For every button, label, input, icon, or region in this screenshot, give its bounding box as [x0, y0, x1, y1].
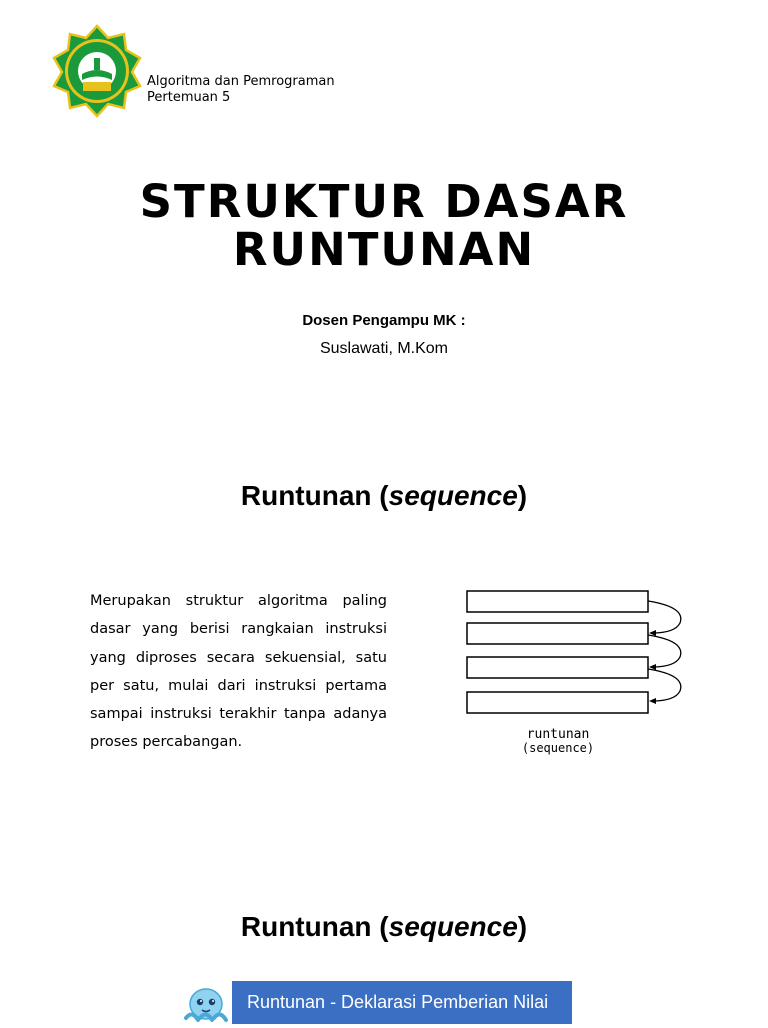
banner-text: Runtunan - Deklarasi Pemberian Nilai — [247, 992, 549, 1012]
instruction-box — [467, 623, 648, 644]
flow-arrow — [648, 601, 681, 633]
course-info — [147, 74, 335, 106]
section-title-italic: sequence — [388, 911, 518, 942]
sequence-description: Merupakan struktur algoritma paling dasar yang berisi rangkaian instruksi yang diproses secara sekuensial, satu per satu, mulai dari instruksi pertama sampai instruksi terakhir tanpa adanya proses percabangan. — [90, 593, 387, 751]
section-title-close: ) — [517, 480, 528, 511]
diagram-boxes — [467, 591, 648, 713]
flow-arrow — [648, 635, 681, 667]
section-title-sequence-2 — [0, 911, 768, 943]
university-logo — [50, 24, 144, 118]
diagram-caption-line2: (sequence) — [521, 741, 595, 755]
octopus-icon — [176, 980, 238, 1024]
section-title-italic: sequence — [388, 480, 518, 511]
lecturer-label: Dosen Pengampu MK : — [302, 312, 466, 329]
course-name: Algoritma dan Pemrograman — [147, 74, 335, 89]
main-title-line1: STRUKTUR DASAR — [139, 175, 629, 228]
lecturer-name: Suslawati, M.Kom — [319, 340, 449, 357]
section-title-close: ) — [517, 911, 528, 942]
flow-arrows — [648, 601, 681, 701]
main-title — [0, 175, 768, 276]
instruction-box — [467, 692, 648, 713]
section-title-text: Runtunan ( — [240, 911, 389, 942]
topic-banner — [232, 981, 572, 1024]
flow-arrow — [648, 669, 681, 701]
instruction-box — [467, 657, 648, 678]
sequence-diagram — [458, 585, 698, 760]
main-title-line2: RUNTUNAN — [232, 223, 536, 276]
section-title-text: Runtunan ( — [240, 480, 389, 511]
diagram-caption-line1: runtunan — [526, 727, 590, 742]
section-title-sequence — [0, 480, 768, 512]
instruction-box — [467, 591, 648, 612]
meeting-number: Pertemuan 5 — [147, 90, 231, 105]
